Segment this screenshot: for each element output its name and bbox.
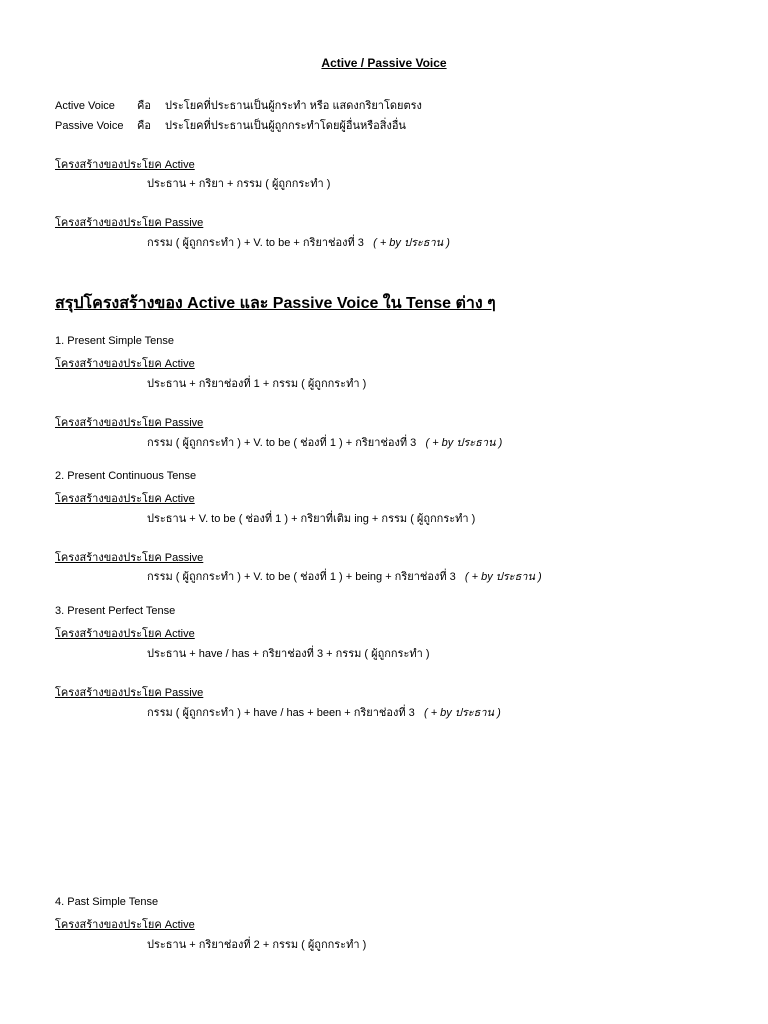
definition-term: Active Voice [55, 100, 115, 112]
by-agent-note: ( + by ประธาน ) [423, 707, 501, 719]
summary-title: สรุปโครงสร้างของ Active และ Passive Voice ใน Tense ต่าง ๆ [55, 295, 496, 312]
intro-active-heading: โครงสร้างของประโยค Active [55, 159, 195, 171]
definition-text: ประโยคที่ประธานเป็นผู้ถูกกระทำโดยผู้อื่นหรือสิ่งอื่น [165, 120, 406, 132]
by-agent-note: ( + by ประธาน ) [373, 237, 450, 249]
formula-text: กรรม ( ผู้ถูกกระทำ ) + V. to be ( ช่องที่ 1 ) + being + กริยาช่องที่ 3 [147, 571, 456, 583]
intro-active-formula [147, 174, 330, 192]
tense-active-formula [147, 374, 366, 392]
definition-term: Passive Voice [55, 120, 124, 132]
formula-text: ประธาน + กริยาช่องที่ 1 + กรรม ( ผู้ถูกกระทำ ) [147, 378, 367, 390]
tense-active-formula [147, 644, 430, 662]
tense-active-formula [147, 935, 366, 953]
tense-passive-formula [147, 567, 542, 585]
by-agent-note: ( + by ประธาน ) [464, 571, 542, 583]
definition-separator: คือ [137, 120, 151, 132]
tense-passive-formula [147, 703, 501, 721]
tense-passive-heading: โครงสร้างของประโยค Passive [55, 687, 204, 699]
tense-active-heading: โครงสร้างของประโยค Active [55, 493, 195, 505]
formula-text: ประธาน + V. to be ( ช่องที่ 1 ) + กริยาที่เติม ing + กรรม ( ผู้ถูกกระทำ ) [147, 513, 476, 525]
formula-text: กรรม ( ผู้ถูกกระทำ ) + V. to be + กริยาช่องที่ 3 [147, 237, 364, 249]
tense-name: 3. Present Perfect Tense [55, 605, 176, 617]
formula-text: ประธาน + กริยา + กรรม ( ผู้ถูกกระทำ ) [147, 178, 331, 190]
intro-passive-heading: โครงสร้างของประโยค Passive [55, 217, 204, 229]
definition-active [55, 96, 422, 114]
tense-active-heading: โครงสร้างของประโยค Active [55, 628, 195, 640]
by-agent-note: ( + by ประธาน ) [425, 437, 503, 449]
tense-name: 4. Past Simple Tense [55, 896, 159, 908]
formula-text: กรรม ( ผู้ถูกกระทำ ) + V. to be ( ช่องที่ 1 ) + กริยาช่องที่ 3 [147, 437, 417, 449]
tense-passive-heading: โครงสร้างของประโยค Passive [55, 417, 204, 429]
tense-name: 2. Present Continuous Tense [55, 470, 197, 482]
formula-text: กรรม ( ผู้ถูกกระทำ ) + have / has + been + กริยาช่องที่ 3 [147, 707, 415, 719]
tense-active-heading: โครงสร้างของประโยค Active [55, 358, 195, 370]
formula-text: ประธาน + กริยาช่องที่ 2 + กรรม ( ผู้ถูกกระทำ ) [147, 939, 367, 951]
document-title: Active / Passive Voice [321, 56, 447, 70]
tense-name: 1. Present Simple Tense [55, 335, 175, 347]
formula-text: ประธาน + have / has + กริยาช่องที่ 3 + กรรม ( ผู้ถูกกระทำ ) [147, 648, 430, 660]
intro-passive-formula [147, 233, 450, 251]
tense-active-heading: โครงสร้างของประโยค Active [55, 919, 195, 931]
definition-passive [55, 116, 406, 134]
tense-passive-formula [147, 433, 502, 451]
definition-text: ประโยคที่ประธานเป็นผู้กระทำ หรือ แสดงกริยาโดยตรง [165, 100, 422, 112]
tense-active-formula [147, 509, 475, 527]
tense-passive-heading: โครงสร้างของประโยค Passive [55, 552, 204, 564]
definition-separator: คือ [137, 100, 151, 112]
